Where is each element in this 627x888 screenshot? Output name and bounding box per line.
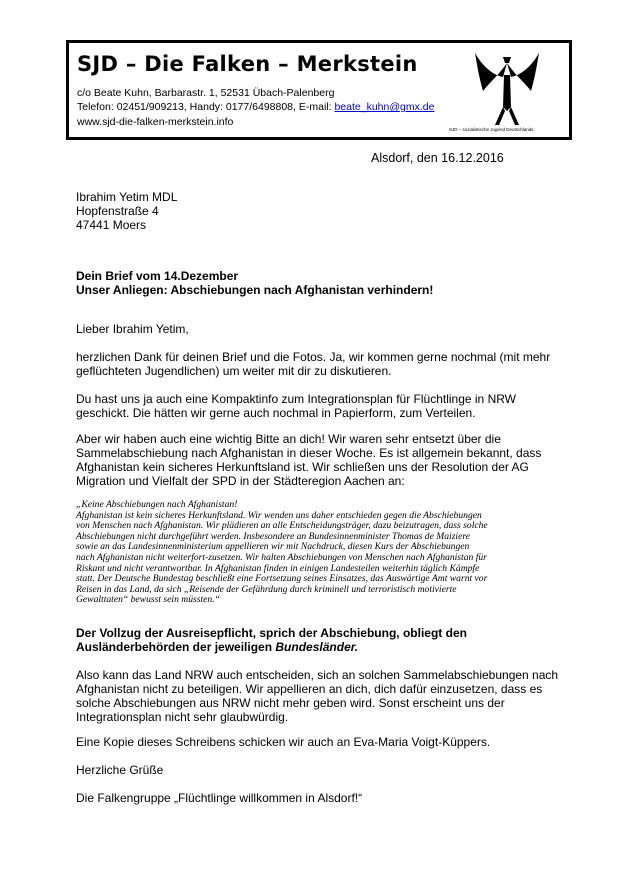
- phone-text: Telefon: 02451/909213, Handy: 0177/6498808, E-mail:: [77, 101, 335, 113]
- greeting: Lieber Ibrahim Yetim,: [76, 322, 189, 336]
- organization-address: c/o Beate Kuhn, Barbarastr. 1, 52531 Übach-Palenberg: [77, 87, 335, 99]
- paragraph-line: Aber wir haben auch eine wichtig Bitte an dich! Wir waren sehr entsetzt über die: [76, 432, 501, 446]
- resolution-quote: [76, 500, 488, 606]
- closing: Herzliche Grüße: [76, 763, 164, 777]
- paragraph-1: [76, 350, 550, 378]
- paragraph-5: Eine Kopie dieses Schreibens schicken wir auch an Eva-Maria Voigt-Küppers.: [76, 735, 491, 749]
- quote-line: statt. Der Deutsche Bundestag beschließt eine Fortsetzung seines Einsatzes, das Auswärtige Amt warnt vor: [76, 573, 488, 585]
- organization-title: SJD – Die Falken – Merkstein: [77, 52, 418, 76]
- paragraph-2: [76, 392, 516, 420]
- paragraph-4: [76, 668, 558, 724]
- website-text: www.sjd-die-falken-merkstein.info: [77, 116, 234, 128]
- quote-bold-statement: [76, 626, 467, 654]
- recipient-city: 47441 Moers: [76, 218, 147, 232]
- subject-line-1: Dein Brief vom 14.Dezember: [76, 269, 239, 283]
- quote-line: Riskant und nicht verantwortbar. In Afghanistan finden in einigen Landesteilen weiterhin täglich Kämpfe: [76, 562, 480, 574]
- email-link[interactable]: beate_kuhn@gmx.de: [334, 101, 435, 113]
- paragraph-line: Afghanistan kein sicheres Herkunftsland ist. Wir schließen uns der Resolution der AG: [76, 460, 529, 474]
- quote-bold-line: Der Vollzug der Ausreisepflicht, sprich der Abschiebung, obliegt den: [76, 626, 467, 640]
- letter-date: Alsdorf, den 16.12.2016: [371, 151, 504, 165]
- paragraph-line: Also kann das Land NRW auch entscheiden, sich an solchen Sammelabschiebungen nach: [76, 668, 559, 682]
- quote-line: Reisen in das Land, da sich „Reisende der Gefährdung durch kriminell und terroristisch motivierte: [76, 583, 457, 595]
- paragraph-line: geflüchteten Jugendlichen) um weiter mit dir zu diskutieren.: [76, 364, 392, 378]
- quote-line: Abschiebungen nicht durchgeführt werden. Insbesondere an Bundesinnenminister Thomas de Maiziere: [76, 530, 470, 542]
- quote-line: sowie an das Landesinnenministerium appellieren wir mit Nachdruck, diesen Kurs der Abschiebungen: [76, 541, 470, 553]
- quote-bold-line: [76, 640, 467, 654]
- paragraph-line: Afghanistan nicht zu beteiligen. Wir appellieren an dich, dich dafür einzusetzen, dass es: [76, 682, 543, 696]
- paragraph-line: geschickt. Die hätten wir gerne auch nochmal in Papierform, zum Verteilen.: [76, 406, 476, 420]
- paragraph-line: Du hast uns ja auch eine Kompaktinfo zum Integrationsplan für Flüchtlinge in NRW: [76, 392, 517, 406]
- quote-line: Afghanistan ist kein sicheres Herkunftsland. Wir wenden uns daher entschieden gegen die Abschiebungen: [76, 509, 482, 521]
- quote-line: nach Afghanistan nicht weiterfort-zusetzen. Wir halten Abschiebungen von Menschen nach Afghanistan für: [76, 551, 487, 563]
- subject-line-2: Unser Anliegen: Abschiebungen nach Afghanistan verhindern!: [76, 283, 434, 297]
- falcon-logo-icon: [473, 47, 541, 127]
- signature: Die Falkengruppe „Flüchtlinge willkommen in Alsdorf!“: [76, 791, 363, 805]
- paragraph-line: Sammelabschiebung nach Afghanistan in dieser Woche. Es ist allgemein bekannt, dass: [76, 446, 542, 460]
- paragraph-line: Migration und Vielfalt der SPD in der Städteregion Aachen an:: [76, 474, 405, 488]
- recipient-street: Hopfenstraße 4: [76, 204, 159, 218]
- paragraph-line: herzlichen Dank für deinen Brief und die Fotos. Ja, wir kommen gerne nochmal (mit mehr: [76, 350, 551, 364]
- logo-caption: SJD – sozialistische Jugend Deutschlands: [449, 127, 534, 132]
- contact-line: [77, 101, 434, 113]
- paragraph-line: solche Abschiebungen aus NRW nicht mehr geben wird. Sonst erscheint uns der: [76, 696, 505, 710]
- quote-bold-text: Ausländerbehörden der jeweiligen: [76, 640, 276, 654]
- paragraph-3: [76, 432, 541, 488]
- quote-bold-italic-text: Bundesländer.: [275, 640, 359, 654]
- recipient-name: Ibrahim Yetim MDL: [76, 190, 178, 204]
- quote-line: „Keine Abschiebungen nach Afghanistan!: [76, 499, 238, 510]
- letterhead: [66, 40, 572, 140]
- quote-line: von Menschen nach Afghanistan. Wir plädieren an alle Entscheidungsträger, dazu beizutragen, dass solche: [76, 520, 488, 532]
- quote-line: Gewalttaten“ bewusst sein müssten.“: [76, 594, 220, 606]
- paragraph-line: Integrationsplan nicht sehr glaubwürdig.: [76, 710, 289, 724]
